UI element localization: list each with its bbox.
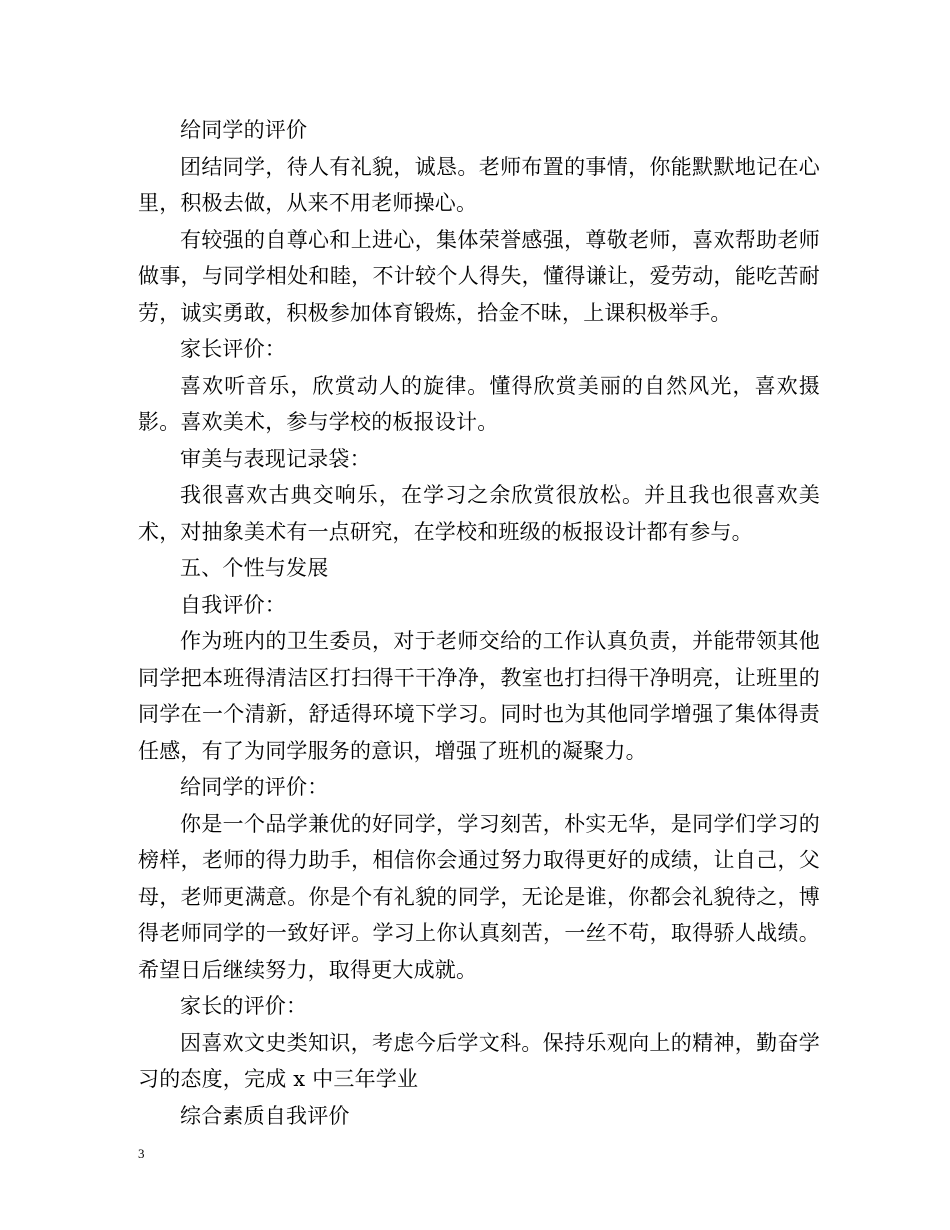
paragraph-heading-self-review: 自我评价：	[180, 592, 286, 617]
paragraph-heading-peer-review: 给同学的评价：	[180, 775, 329, 799]
paragraph: 你是一个品学兼优的好同学，学习刻苦，朴实无华，是同学们学习的榜样，老师的得力助手，相信你会通过努力取得更好的成绩，让自己，父母，老师更满意。你是个有礼貌的同学，无论是谁，你都会礼貌待之，博得老师同学的一致好评。学习上你认真刻苦，一丝不苟，取得骄人战绩。希望日后继续努力，取得更大成就。	[138, 811, 820, 982]
section-heading: 五、个性与发展	[180, 556, 329, 580]
paragraph: 作为班内的卫生委员，对于老师交给的工作认真负责，并能带领其他同学把本班得清洁区打扫得干干净净，教室也打扫得干净明亮，让班里的同学在一个清新，舒适得环境下学习。同时也为其他同学增强了集体得责任感，有了为同学服务的意识，增强了班机的凝聚力。	[138, 629, 820, 763]
paragraph: 团结同学，待人有礼貌，诚恳。老师布置的事情，你能默默地记在心里，积极去做，从来不用老师操心。	[138, 154, 820, 215]
paragraph: 喜欢听音乐，欣赏动人的旋律。懂得欣赏美丽的自然风光，喜欢摄影。喜欢美术，参与学校的板报设计。	[138, 373, 820, 434]
paragraph-heading-overall: 综合素质自我评价	[180, 1103, 350, 1128]
paragraph-heading-peer-review: 给同学的评价	[180, 118, 308, 142]
paragraph-heading-aesthetics: 审美与表现记录袋：	[180, 446, 371, 471]
paragraph-heading-parent-review: 家长的评价：	[180, 994, 308, 1018]
document-page	[138, 112, 820, 1134]
page-number: 3	[138, 1146, 145, 1161]
paragraph: 有较强的自尊心和上进心，集体荣誉感强，尊敬老师，喜欢帮助老师做事，与同学相处和睦，不计较个人得失，懂得谦让，爱劳动，能吃苦耐劳，诚实勇敢，积极参加体育锻炼，拾金不昧，上课积极举手。	[138, 227, 820, 325]
paragraph: 因喜欢文史类知识，考虑今后学文科。保持乐观向上的精神，勤奋学习的态度，完成 x 中三年学业	[138, 1030, 820, 1091]
paragraph: 我很喜欢古典交响乐，在学习之余欣赏很放松。并且我也很喜欢美术，对抽象美术有一点研究，在学校和班级的板报设计都有参与。	[138, 483, 820, 544]
paragraph-heading-parent-review: 家长评价：	[180, 337, 286, 361]
